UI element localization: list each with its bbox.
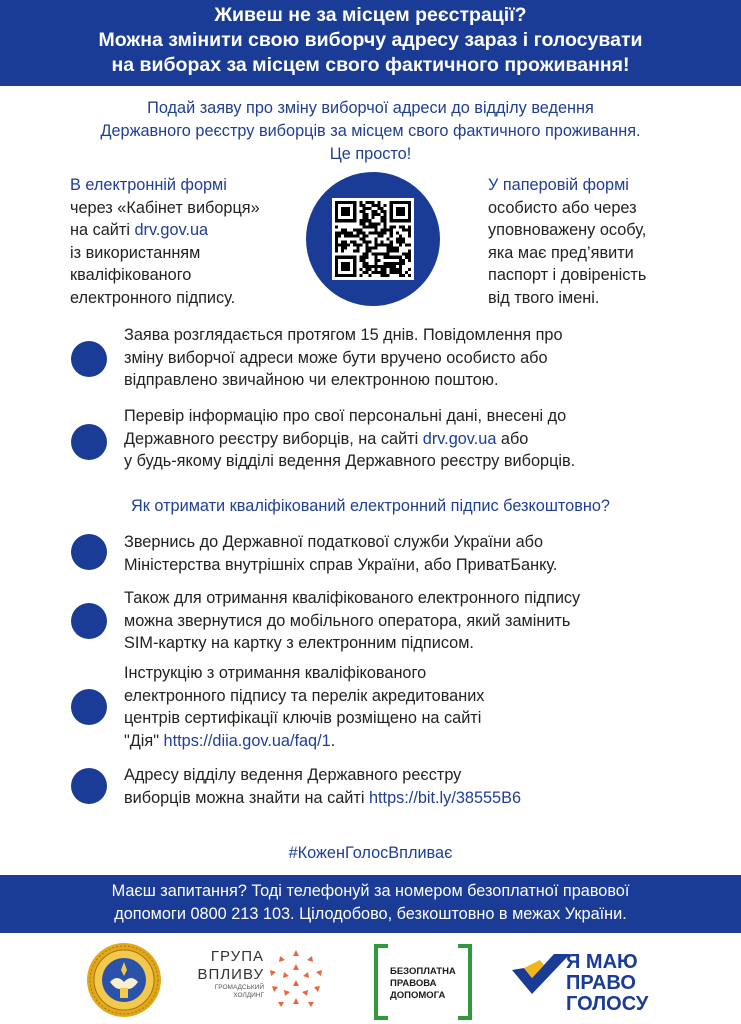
info-2-line-2 xyxy=(124,428,724,451)
step-tax-service xyxy=(124,531,724,576)
paper-form-column xyxy=(488,174,718,309)
step-4-line-2-text: виборців можна знайти на сайті xyxy=(124,788,369,807)
info-2-line-1: Перевір інформацію про свої персональні дані, внесені до xyxy=(124,407,567,425)
step-diia-instructions xyxy=(124,662,724,752)
hrupa-line-3: ГРОМАДСЬКИЙ ХОЛДИНГ xyxy=(214,984,264,999)
step-2-line-1: Також для отримання кваліфікованого електронного підпису xyxy=(124,589,581,607)
intro-line-3: Це просто! xyxy=(329,145,412,163)
header-line-2: Можна змінити свою виборчу адресу зараз і голосувати xyxy=(98,29,643,51)
step-3-line-2: електронного підпису та перелік акредитованих xyxy=(124,686,485,705)
step-mobile-operator xyxy=(124,587,724,655)
header-line-3: на виборах за місцем свого фактичного проживання! xyxy=(111,54,630,76)
qr-finder-pattern xyxy=(335,201,356,222)
step-4-line-2 xyxy=(124,787,724,810)
paper-form-title: У паперовій формі xyxy=(488,176,629,194)
electronic-form-line-3: із використанням xyxy=(70,243,201,262)
header-line-1: Живеш не за місцем реєстрації? xyxy=(214,4,527,26)
step-2-line-3: SIM-картку на картку з електронним підписом. xyxy=(124,634,474,652)
electronic-form-line-5: електронного підпису. xyxy=(70,288,236,307)
electronic-form-title: В електронній формі xyxy=(70,176,227,194)
step-1-line-1: Звернись до Державної податкової служби України або xyxy=(124,533,544,551)
step-3-line-4-suffix: . xyxy=(330,731,336,750)
electronic-form-line-1: через «Кабінет виборця» xyxy=(70,198,260,217)
electronic-form-column xyxy=(70,174,300,309)
footer-line-1: Маєш запитання? Тоді телефонуй за номером безоплатної правової xyxy=(111,882,630,900)
free-legal-aid-logo xyxy=(374,944,472,1020)
info-2-line-2-suffix: або xyxy=(496,429,529,448)
bitly-link[interactable]: https://bit.ly/38555B6 xyxy=(368,788,522,807)
intro-line-2: Державного реєстру виборців за місцем свого фактичного проживання. xyxy=(100,122,641,140)
bullet-dot-5 xyxy=(71,689,107,725)
signature-subheading: Як отримати кваліфікований електронний підпис безкоштовно? xyxy=(131,497,610,515)
qr-code-image xyxy=(335,201,411,277)
paper-form-line-2: уповноважену особу, xyxy=(488,221,647,239)
bullet-dot-1 xyxy=(71,341,107,377)
info-paragraph-check xyxy=(124,405,724,473)
bullet-dot-3 xyxy=(71,534,107,570)
electronic-form-line-2-text: на сайті xyxy=(70,221,135,239)
step-3-line-1: Інструкцію з отримання кваліфікованого xyxy=(124,664,427,682)
legal-aid-line-1: БЕЗОПЛАТНА xyxy=(390,966,456,977)
checkmark-vote-icon xyxy=(510,952,572,996)
pravo-line-3: ГОЛОСУ xyxy=(566,993,649,1015)
intro-line-1: Подай заяву про зміну виборчої адреси до відділу ведення xyxy=(147,99,594,117)
step-3-line-4-text: "Дія" xyxy=(124,731,164,750)
paper-form-line-5: від твого імені. xyxy=(488,288,600,307)
qr-finder-pattern xyxy=(335,256,356,277)
electronic-form-line-4: кваліфікованого xyxy=(70,266,192,284)
legal-aid-line-3: ДОПОМОГА xyxy=(390,990,446,1001)
step-4-line-1: Адресу відділу ведення Державного реєстру xyxy=(124,766,462,784)
info-1-line-2: зміну виборчої адреси може бути вручено особисто або xyxy=(124,348,548,367)
footer-line-2: допомоги 0800 213 103. Цілодобово, безкоштовно в межах України. xyxy=(114,905,627,923)
qr-finder-pattern xyxy=(390,201,411,222)
drv-link[interactable]: drv.gov.ua xyxy=(134,221,209,239)
bullet-dot-6 xyxy=(71,768,107,804)
hrupa-line-2: ВПЛИВУ xyxy=(197,966,264,983)
pravo-golosu-logo xyxy=(566,952,676,1015)
cec-emblem-logo xyxy=(86,942,162,1018)
step-1-line-2: Міністерства внутрішніх справ України, або ПриватБанку. xyxy=(124,555,558,574)
paper-form-line-3: яка має пред’явити xyxy=(488,243,634,262)
step-3-line-3: центрів сертифікації ключів розміщено на сайті xyxy=(124,709,482,727)
paper-form-line-4: паспорт і довіреність xyxy=(488,266,647,284)
header-banner xyxy=(0,0,741,86)
paper-form-line-1: особисто або через xyxy=(488,198,637,217)
info-1-line-3: відправлено звичайною чи електронною поштою. xyxy=(124,371,499,389)
step-find-address xyxy=(124,764,724,809)
legal-aid-text xyxy=(390,966,460,1002)
footer-hotline-banner xyxy=(0,875,741,933)
info-paragraph-review xyxy=(124,324,724,392)
step-2-line-2: можна звернутися до мобільного оператора, який замінить xyxy=(124,611,571,630)
qr-code[interactable] xyxy=(332,198,414,280)
drv-link-2[interactable]: drv.gov.ua xyxy=(422,429,497,448)
legal-aid-line-2: ПРАВОВА xyxy=(390,978,437,989)
electronic-form-line-2 xyxy=(70,219,300,242)
bullet-dot-4 xyxy=(71,603,107,639)
hrupa-arrows-icon xyxy=(266,946,326,1010)
info-2-line-3: у будь-якому відділі ведення Державного реєстру виборців. xyxy=(124,452,576,470)
pravo-line-1: Я МАЮ xyxy=(566,951,638,973)
bullet-dot-2 xyxy=(71,424,107,460)
intro-text xyxy=(20,97,721,166)
partner-logos xyxy=(0,936,741,1024)
info-1-line-1: Заява розглядається протягом 15 днів. Повідомлення про xyxy=(124,326,563,344)
hashtag: #КоженГолосВпливає xyxy=(288,844,453,862)
pravo-line-2: ПРАВО xyxy=(566,972,636,994)
step-3-line-4 xyxy=(124,730,724,753)
hrupa-line-1: ГРУПА xyxy=(210,948,264,965)
qr-circle xyxy=(306,172,440,306)
diia-link[interactable]: https://diia.gov.ua/faq/1 xyxy=(163,731,331,750)
info-2-line-2-text: Державного реєстру виборців, на сайті xyxy=(124,429,423,448)
hrupa-vplyvu-logo xyxy=(194,948,264,1000)
